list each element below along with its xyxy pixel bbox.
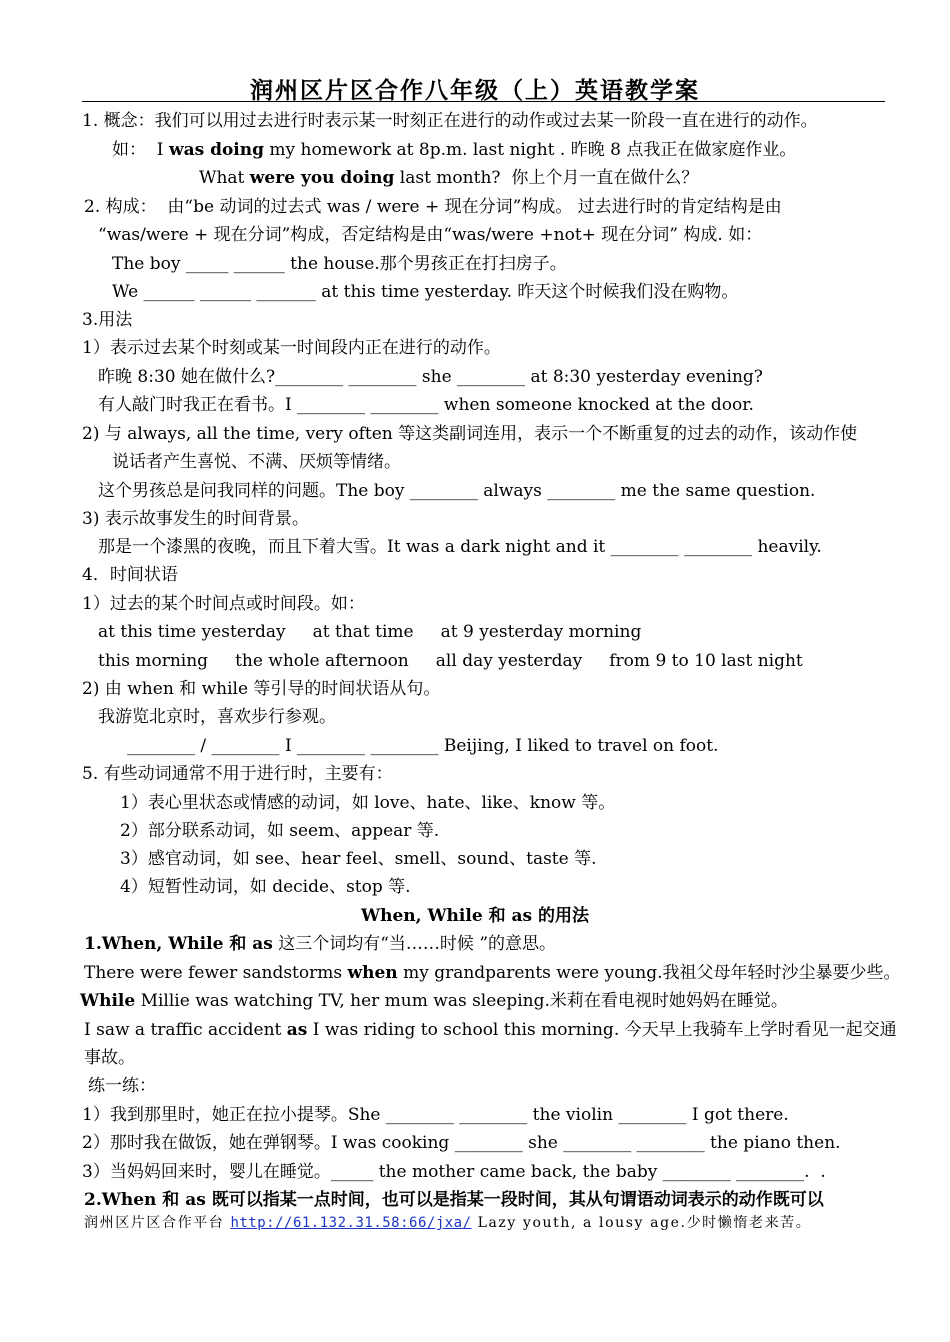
section-heading: 4．时间状语: [82, 565, 178, 585]
section-heading: 3.用法: [82, 310, 133, 330]
list-item: 4）短暂性动词，如 decide、stop 等.: [120, 877, 411, 897]
example-line: What were you doing last month? 你上个月一直在做什么？: [199, 168, 699, 188]
structure-line: “was/were + 现在分词”构成，否定结构是由“was/were +not+ 现在分词” 构成. 如：: [98, 225, 763, 245]
section-heading: 5. 有些动词通常不用于进行时，主要有：: [82, 764, 393, 784]
example-line: 我游览北京时，喜欢步行参观。: [98, 707, 336, 727]
footer-prefix: 润州区片区合作平台: [84, 1215, 231, 1231]
usage-line: 1）表示过去某个时刻或某一时间段内正在进行的动作。: [82, 338, 501, 358]
page-title: 润州区片区合作八年级（上）英语教学案: [250, 78, 700, 104]
example-line: There were fewer sandstorms when my grandparents were young.我祖父母年轻时沙尘暴要少些。: [84, 963, 901, 983]
concept-line: 1. 概念：我们可以用过去进行时表示某一时刻正在进行的动作或过去某一阶段一直在进行的动作。: [82, 111, 818, 131]
usage-line: 1）过去的某个时间点或时间段。如：: [82, 594, 365, 614]
list-item: 3）感官动词，如 see、hear feel、smell、sound、taste 等.: [120, 849, 597, 869]
exercise-line: 2）那时我在做饭，她在弹钢琴。I was cooking ________ she ________ ________ the piano then.: [82, 1133, 841, 1153]
time-phrases-line: this morning the whole afternoon all day yesterday from 9 to 10 last night: [98, 651, 803, 671]
exercise-line: 1）我到那里时，她正在拉小提琴。She ________ ________ the violin ________ I got there.: [82, 1105, 789, 1125]
list-item: 2）部分联系动词，如 seem、appear 等.: [120, 821, 440, 841]
page-footer: [84, 1213, 811, 1233]
example-line: While Millie was watching TV, her mum was sleeping.米莉在看电视时她妈妈在睡觉。: [80, 991, 788, 1011]
subheading: When, While 和 as 的用法: [361, 906, 589, 926]
exercise-line: 昨晚 8:30 她在做什么?________ ________ she ________ at 8:30 yesterday evening?: [98, 367, 763, 387]
title-underline: [82, 101, 885, 102]
list-item: 1）表心里状态或情感的动词，如 love、hate、like、know 等。: [120, 793, 616, 813]
time-phrases-line: at this time yesterday at that time at 9 yesterday morning: [98, 622, 642, 642]
footer-motto: Lazy youth, a lousy age.少时懒惰老来苦。: [471, 1215, 812, 1231]
footer-link[interactable]: http://61.132.31.58:66/jxa/: [230, 1215, 472, 1231]
usage-line: 3) 表示故事发生的时间背景。: [82, 509, 309, 529]
rule-line: 1.When, While 和 as 这三个词均有“当……时候 ”的意思。: [84, 934, 557, 954]
exercise-line: 这个男孩总是问我同样的问题。The boy ________ always ________ me the same question.: [98, 481, 816, 501]
example-line: I saw a traffic accident as I was riding to school this morning. 今天早上我骑车上学时看见一起交通: [84, 1020, 897, 1040]
exercise-line: 3）当妈妈回来时，婴儿在睡觉。_____ the mother came back, the baby ________ ________. .: [82, 1162, 826, 1182]
exercise-line: The boy _____ ______ the house.那个男孩正在打扫房子。: [112, 254, 567, 274]
usage-line: 2) 与 always, all the time, very often 等这类副词连用，表示一个不断重复的过去的动作，该动作使: [82, 424, 858, 444]
structure-line: 2. 构成： 由“be 动词的过去式 was / were + 现在分词”构成。 过去进行时的肯定结构是由: [84, 197, 782, 217]
exercise-line: 有人敲门时我正在看书。I ________ ________ when someone knocked at the door.: [98, 395, 754, 415]
exercise-line: ________ / ________ I ________ ________ Beijing, I liked to travel on foot.: [127, 736, 719, 756]
exercise-line: 那是一个漆黑的夜晚，而且下着大雪。It was a dark night and it ________ ________ heavily.: [98, 537, 822, 557]
usage-line: 2) 由 when 和 while 等引导的时间状语从句。: [82, 679, 441, 699]
exercise-line: We ______ ______ _______ at this time yesterday. 昨天这个时候我们没在购物。: [112, 282, 739, 302]
example-line: 事故。: [84, 1048, 135, 1068]
example-line: 如： I was doing my homework at 8p.m. last night . 昨晚 8 点我正在做家庭作业。: [112, 140, 797, 160]
usage-line: 说话者产生喜悦、不满、厌烦等情绪。: [112, 452, 401, 472]
practice-heading: 练一练：: [88, 1076, 156, 1096]
rule-line: 2.When 和 as 既可以指某一点时间，也可以是指某一段时间，其从句谓语动词表示的动作既可以: [84, 1190, 824, 1210]
